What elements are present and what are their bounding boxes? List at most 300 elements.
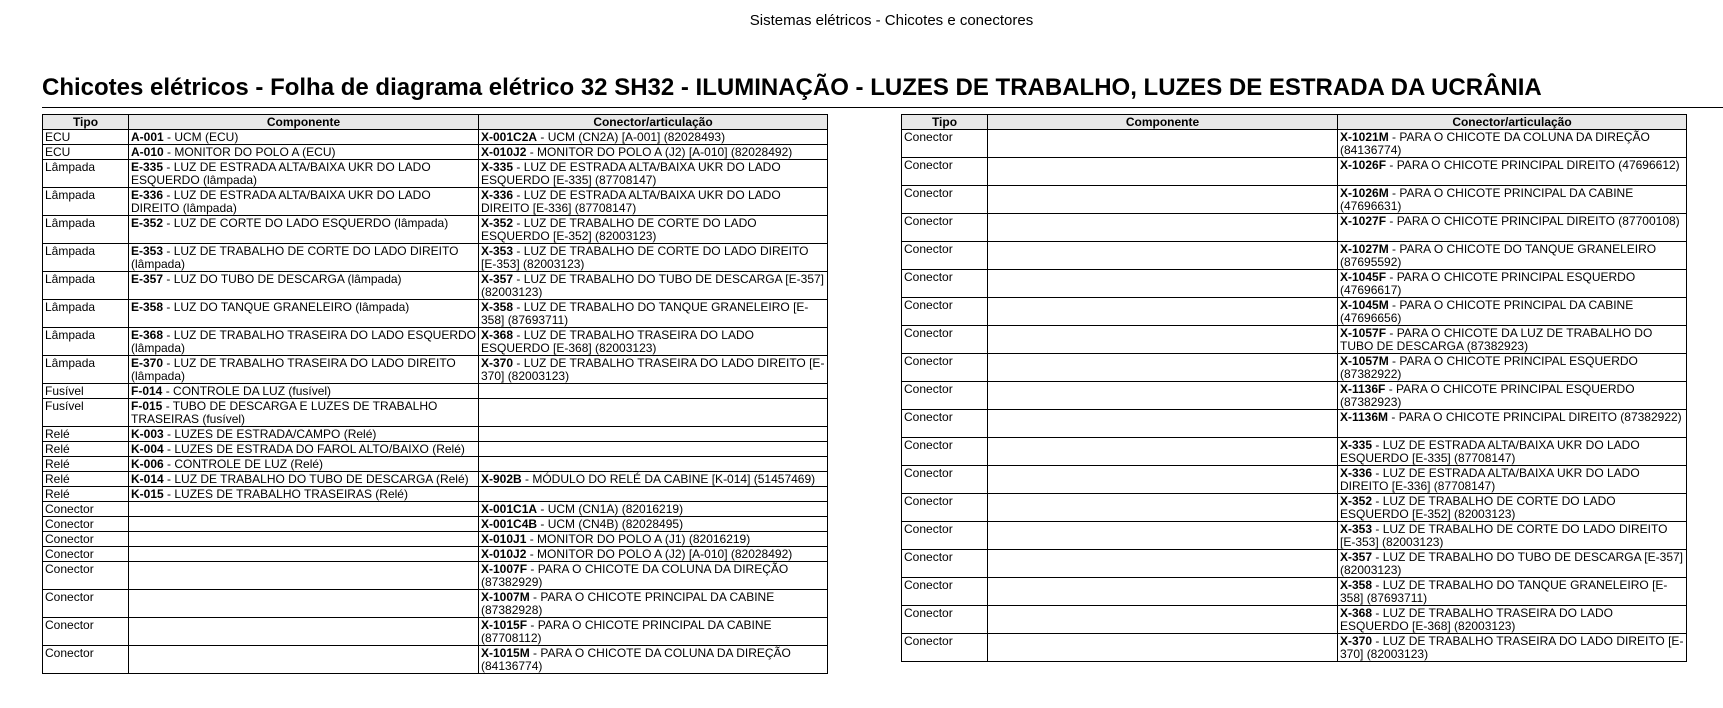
table-row	[902, 634, 1687, 662]
conector-cell-code: X-357	[481, 272, 514, 286]
table-row	[902, 186, 1687, 214]
tipo-cell: ECU	[43, 130, 129, 145]
componente-cell	[988, 578, 1338, 606]
conector-cell-code: X-1015F	[481, 618, 528, 632]
componente-cell	[129, 532, 479, 547]
componente-cell-code: E-353	[131, 244, 164, 258]
conector-cell-code: X-1026F	[1340, 158, 1387, 172]
conector-cell	[479, 442, 828, 457]
componente-cell	[129, 145, 479, 160]
conector-cell-text: - LUZ DE TRABALHO DO TUBO DE DESCARGA [E-357] (82003123)	[1340, 550, 1683, 577]
conector-cell-text: - LUZ DE TRABALHO DO TANQUE GRANELEIRO [E-358] (87693711)	[481, 300, 809, 327]
componente-cell-text: - MONITOR DO POLO A (ECU)	[163, 145, 336, 159]
componente-cell-code: F-014	[131, 384, 163, 398]
componente-cell	[988, 214, 1338, 242]
componente-cell	[129, 502, 479, 517]
tipo-cell: Conector	[902, 606, 988, 634]
tipo-cell: Lâmpada	[43, 272, 129, 300]
table-row	[43, 216, 828, 244]
title-divider	[42, 107, 1723, 108]
componente-cell	[988, 522, 1338, 550]
componente-cell	[988, 550, 1338, 578]
table-row	[43, 562, 828, 590]
conector-cell-text: - LUZ DE TRABALHO DO TANQUE GRANELEIRO [E-358] (87693711)	[1340, 578, 1668, 605]
table-row	[43, 547, 828, 562]
componente-cell-text: - LUZ DE CORTE DO LADO ESQUERDO (lâmpada)	[163, 216, 449, 230]
conector-cell-text: - LUZ DE TRABALHO DE CORTE DO LADO ESQUERDO [E-352] (82003123)	[1340, 494, 1616, 521]
tipo-cell: Conector	[902, 494, 988, 522]
conector-cell-code: X-370	[1340, 634, 1373, 648]
tipo-cell: Conector	[43, 646, 129, 674]
tipo-cell: Conector	[902, 270, 988, 298]
conector-cell	[1338, 270, 1687, 298]
table-row	[43, 160, 828, 188]
tipo-cell: Conector	[902, 522, 988, 550]
conector-cell	[479, 547, 828, 562]
conector-cell-code: X-1057F	[1340, 326, 1387, 340]
table-row	[902, 242, 1687, 270]
conector-cell-text: - PARA O CHICOTE PRINCIPAL DA CABINE (47696656)	[1340, 298, 1634, 325]
table-header-row	[43, 115, 828, 130]
conector-cell	[479, 562, 828, 590]
conector-cell-text: - LUZ DE TRABALHO DE CORTE DO LADO ESQUERDO [E-352] (82003123)	[481, 216, 757, 243]
componente-cell-text: - LUZ DO TANQUE GRANELEIRO (lâmpada)	[163, 300, 410, 314]
conector-cell-text: - LUZ DE TRABALHO TRASEIRA DO LADO DIREITO [E-370] (82003123)	[481, 356, 825, 383]
componente-cell	[988, 410, 1338, 438]
table-row	[43, 130, 828, 145]
table-row	[902, 466, 1687, 494]
componente-cell	[988, 466, 1338, 494]
conector-cell-text: - LUZ DE TRABALHO TRASEIRA DO LADO ESQUERDO [E-368] (82003123)	[1340, 606, 1613, 633]
conector-cell-code: X-1026M	[1340, 186, 1389, 200]
table-row	[902, 578, 1687, 606]
conector-cell	[479, 646, 828, 674]
componente-cell	[988, 382, 1338, 410]
conector-cell-code: X-001C4B	[481, 517, 538, 531]
conector-cell-text: - PARA O CHICOTE DA LUZ DE TRABALHO DO TUBO DE DESCARGA (87382923)	[1340, 326, 1653, 353]
componente-cell-code: E-357	[131, 272, 164, 286]
col-header-componente: Componente	[129, 115, 479, 130]
componente-cell	[129, 160, 479, 188]
conector-cell-text: - LUZ DE TRABALHO DO TUBO DE DESCARGA [E-357] (82003123)	[481, 272, 824, 299]
conector-cell	[479, 384, 828, 399]
conector-cell	[479, 356, 828, 384]
table-row	[43, 487, 828, 502]
componente-cell	[129, 244, 479, 272]
componente-cell-text: - UCM (ECU)	[163, 130, 239, 144]
componente-cell-code: E-335	[131, 160, 164, 174]
table-row	[902, 410, 1687, 438]
componente-cell-code: A-010	[131, 145, 164, 159]
componente-cell	[129, 300, 479, 328]
table-row	[43, 145, 828, 160]
tipo-cell: Relé	[43, 472, 129, 487]
conector-cell	[479, 130, 828, 145]
componente-cell	[129, 216, 479, 244]
table-row	[902, 214, 1687, 242]
conector-cell-text: - MONITOR DO POLO A (J2) [A-010] (82028492)	[526, 145, 793, 159]
componente-cell	[988, 606, 1338, 634]
tipo-cell: Lâmpada	[43, 356, 129, 384]
componente-cell	[129, 399, 479, 427]
tipo-cell: Conector	[902, 130, 988, 158]
componente-cell-text: - LUZES DE TRABALHO TRASEIRAS (Relé)	[163, 487, 408, 501]
conector-cell-code: X-335	[1340, 438, 1373, 452]
componente-cell	[129, 487, 479, 502]
conector-cell	[479, 502, 828, 517]
col-header-tipo: Tipo	[43, 115, 129, 130]
conector-cell-text: - PARA O CHICOTE DA COLUNA DA DIREÇÃO (87382929)	[481, 562, 789, 589]
componente-cell	[129, 646, 479, 674]
conector-cell-code: X-010J2	[481, 547, 527, 561]
tipo-cell: Conector	[902, 158, 988, 186]
table-body-left	[43, 130, 828, 674]
conector-cell	[479, 328, 828, 356]
conector-cell-code: X-357	[1340, 550, 1373, 564]
componente-cell-text: - LUZ DO TUBO DE DESCARGA (lâmpada)	[163, 272, 402, 286]
conector-cell	[1338, 550, 1687, 578]
conector-cell-text: - PARA O CHICOTE DO TANQUE GRANELEIRO (87695592)	[1340, 242, 1657, 269]
conector-cell-code: X-010J2	[481, 145, 527, 159]
col-header-tipo: Tipo	[902, 115, 988, 130]
componente-cell	[988, 494, 1338, 522]
table-row	[43, 188, 828, 216]
conector-cell-text: - LUZ DE ESTRADA ALTA/BAIXA UKR DO LADO ESQUERDO [E-335] (87708147)	[481, 160, 781, 187]
tipo-cell: Relé	[43, 442, 129, 457]
conector-cell-text: - PARA O CHICOTE PRINCIPAL DA CABINE (87708112)	[481, 618, 772, 645]
tipo-cell: Relé	[43, 457, 129, 472]
conector-cell	[1338, 578, 1687, 606]
componente-cell	[988, 326, 1338, 354]
tipo-cell: Lâmpada	[43, 244, 129, 272]
componente-cell	[129, 130, 479, 145]
componente-cell-text: - LUZ DE TRABALHO DE CORTE DO LADO DIREITO (lâmpada)	[131, 244, 459, 271]
conector-cell	[1338, 410, 1687, 438]
conector-cell-text: - PARA O CHICOTE PRINCIPAL DIREITO (87700108)	[1386, 214, 1680, 228]
componente-cell	[129, 356, 479, 384]
conector-cell-text: - MONITOR DO POLO A (J1) (82016219)	[526, 532, 751, 546]
componente-cell-code: E-336	[131, 188, 164, 202]
componente-cell	[129, 328, 479, 356]
table-row	[902, 550, 1687, 578]
conector-cell	[479, 532, 828, 547]
componente-cell-text: - LUZ DE TRABALHO DO TUBO DE DESCARGA (Relé)	[163, 472, 469, 486]
table-row	[43, 384, 828, 399]
componente-cell	[129, 590, 479, 618]
conector-cell-code: X-358	[1340, 578, 1373, 592]
table-row	[43, 399, 828, 427]
componente-cell-text: - TUBO DE DESCARGA E LUZES DE TRABALHO TRASEIRAS (fusível)	[131, 399, 438, 426]
conector-cell	[1338, 214, 1687, 242]
conector-cell	[479, 300, 828, 328]
table-row	[43, 442, 828, 457]
conector-cell	[479, 272, 828, 300]
componente-cell-code: K-003	[131, 427, 164, 441]
conector-cell-code: X-358	[481, 300, 514, 314]
table-row	[902, 130, 1687, 158]
conector-cell-text: - LUZ DE TRABALHO DE CORTE DO LADO DIREITO [E-353] (82003123)	[1340, 522, 1668, 549]
table-row	[43, 517, 828, 532]
componente-cell-code: K-015	[131, 487, 164, 501]
componente-cell	[129, 188, 479, 216]
componente-cell-code: K-004	[131, 442, 164, 456]
tipo-cell: Conector	[43, 517, 129, 532]
tipo-cell: Conector	[43, 618, 129, 646]
table-row	[902, 606, 1687, 634]
tipo-cell: Conector	[902, 382, 988, 410]
conector-cell-code: X-368	[1340, 606, 1373, 620]
table-row	[43, 457, 828, 472]
conector-cell-code: X-1136M	[1340, 410, 1389, 424]
col-header-componente: Componente	[988, 115, 1338, 130]
conector-cell-code: X-1021M	[1340, 130, 1389, 144]
conector-cell	[1338, 494, 1687, 522]
componente-cell	[988, 634, 1338, 662]
table-row	[902, 494, 1687, 522]
tipo-cell: Conector	[902, 578, 988, 606]
componente-cell	[129, 272, 479, 300]
componente-cell-code: F-015	[131, 399, 163, 413]
conector-cell-text: - UCM (CN2A) [A-001] (82028493)	[537, 130, 726, 144]
tipo-cell: Conector	[902, 410, 988, 438]
componente-cell-text: - LUZES DE ESTRADA DO FAROL ALTO/BAIXO (Relé)	[163, 442, 465, 456]
conector-cell	[479, 160, 828, 188]
conector-cell	[479, 457, 828, 472]
col-header-conector: Conector/articulação	[479, 115, 828, 130]
conector-cell	[479, 517, 828, 532]
componente-cell	[129, 517, 479, 532]
componente-cell-text: - LUZ DE TRABALHO TRASEIRA DO LADO ESQUERDO (lâmpada)	[131, 328, 476, 355]
conector-cell-text: - PARA O CHICOTE DA COLUNA DA DIREÇÃO (84136774)	[481, 646, 791, 673]
conector-cell-code: X-1027F	[1340, 214, 1387, 228]
componente-cell	[129, 547, 479, 562]
tipo-cell: Conector	[902, 326, 988, 354]
table-row	[902, 354, 1687, 382]
conector-cell	[479, 216, 828, 244]
conector-cell-code: X-1007F	[481, 562, 528, 576]
conector-cell-code: X-001C1A	[481, 502, 538, 516]
tipo-cell: Relé	[43, 487, 129, 502]
tipo-cell: Conector	[43, 502, 129, 517]
componente-cell-code: E-352	[131, 216, 164, 230]
tipo-cell: Conector	[43, 562, 129, 590]
componente-cell-code: E-358	[131, 300, 164, 314]
conector-cell-text: - LUZ DE ESTRADA ALTA/BAIXA UKR DO LADO DIREITO [E-336] (87708147)	[481, 188, 781, 215]
tipo-cell: Conector	[902, 186, 988, 214]
componente-cell	[129, 427, 479, 442]
conector-cell-text: - MONITOR DO POLO A (J2) [A-010] (82028492)	[526, 547, 793, 561]
conector-cell	[479, 590, 828, 618]
componente-cell-code: K-006	[131, 457, 164, 471]
conector-cell-code: X-1015M	[481, 646, 530, 660]
conector-cell	[1338, 130, 1687, 158]
tipo-cell: Lâmpada	[43, 328, 129, 356]
col-header-conector: Conector/articulação	[1338, 115, 1687, 130]
tipo-cell: ECU	[43, 145, 129, 160]
wiring-table-right	[901, 114, 1687, 662]
tipo-cell: Conector	[902, 214, 988, 242]
conector-cell-code: X-352	[481, 216, 514, 230]
page-title: Chicotes elétricos - Folha de diagrama elétrico 32 SH32 - ILUMINAÇÃO - LUZES DE TRABALHO, LUZES DE ESTRADA DA UCRÂNIA	[42, 74, 1542, 101]
conector-cell	[1338, 522, 1687, 550]
tipo-cell: Lâmpada	[43, 300, 129, 328]
componente-cell	[988, 186, 1338, 214]
conector-cell-text: - PARA O CHICOTE DA COLUNA DA DIREÇÃO (84136774)	[1340, 130, 1650, 157]
componente-cell-code: A-001	[131, 130, 164, 144]
tipo-cell: Conector	[902, 354, 988, 382]
conector-cell	[1338, 466, 1687, 494]
conector-cell-code: X-370	[481, 356, 514, 370]
table-header-row	[902, 115, 1687, 130]
table-row	[902, 326, 1687, 354]
componente-cell	[129, 457, 479, 472]
conector-cell-text: - PARA O CHICOTE PRINCIPAL DA CABINE (47696631)	[1340, 186, 1634, 213]
componente-cell-text: - LUZ DE ESTRADA ALTA/BAIXA UKR DO LADO ESQUERDO (lâmpada)	[131, 160, 431, 187]
conector-cell	[1338, 298, 1687, 326]
table-row	[902, 522, 1687, 550]
componente-cell-code: E-368	[131, 328, 164, 342]
componente-cell	[129, 442, 479, 457]
conector-cell-text: - UCM (CN4B) (82028495)	[537, 517, 684, 531]
conector-cell	[479, 487, 828, 502]
conector-cell	[479, 244, 828, 272]
table-row	[43, 427, 828, 442]
table-row	[902, 270, 1687, 298]
tipo-cell: Conector	[902, 242, 988, 270]
conector-cell-code: X-336	[481, 188, 514, 202]
componente-cell	[988, 242, 1338, 270]
table-row	[43, 300, 828, 328]
table-row	[902, 438, 1687, 466]
conector-cell	[1338, 382, 1687, 410]
componente-cell	[988, 130, 1338, 158]
conector-cell	[479, 472, 828, 487]
componente-cell	[129, 618, 479, 646]
componente-cell	[988, 158, 1338, 186]
componente-cell-text: - CONTROLE DE LUZ (Relé)	[163, 457, 324, 471]
componente-cell	[988, 270, 1338, 298]
tipo-cell: Conector	[43, 532, 129, 547]
tipo-cell: Lâmpada	[43, 188, 129, 216]
componente-cell-text: - LUZES DE ESTRADA/CAMPO (Relé)	[163, 427, 377, 441]
componente-cell	[988, 438, 1338, 466]
componente-cell-code: E-370	[131, 356, 164, 370]
conector-cell	[1338, 326, 1687, 354]
componente-cell-text: - LUZ DE ESTRADA ALTA/BAIXA UKR DO LADO DIREITO (lâmpada)	[131, 188, 431, 215]
conector-cell	[1338, 438, 1687, 466]
table-row	[902, 298, 1687, 326]
conector-cell-code: X-368	[481, 328, 514, 342]
tipo-cell: Conector	[43, 547, 129, 562]
conector-cell-text: - PARA O CHICOTE PRINCIPAL ESQUERDO (87382923)	[1340, 382, 1635, 409]
conector-cell	[1338, 634, 1687, 662]
conector-cell-code: X-336	[1340, 466, 1373, 480]
conector-cell-code: X-001C2A	[481, 130, 538, 144]
tipo-cell: Lâmpada	[43, 160, 129, 188]
conector-cell-text: - LUZ DE TRABALHO DE CORTE DO LADO DIREITO [E-353] (82003123)	[481, 244, 809, 271]
componente-cell	[129, 562, 479, 590]
conector-cell	[1338, 354, 1687, 382]
conector-cell	[479, 618, 828, 646]
tipo-cell: Conector	[902, 466, 988, 494]
table-row	[43, 356, 828, 384]
conector-cell	[1338, 242, 1687, 270]
conector-cell-code: X-010J1	[481, 532, 527, 546]
conector-cell	[479, 145, 828, 160]
conector-cell-code: X-1027M	[1340, 242, 1389, 256]
conector-cell-text: - LUZ DE TRABALHO TRASEIRA DO LADO ESQUERDO [E-368] (82003123)	[481, 328, 754, 355]
table-row	[43, 244, 828, 272]
table-row	[43, 618, 828, 646]
tipo-cell: Conector	[902, 634, 988, 662]
conector-cell-code: X-1057M	[1340, 354, 1389, 368]
tipo-cell: Conector	[902, 550, 988, 578]
conector-cell-text: - PARA O CHICOTE PRINCIPAL DIREITO (47696612)	[1386, 158, 1680, 172]
tipo-cell: Relé	[43, 427, 129, 442]
componente-cell-text: - CONTROLE DA LUZ (fusível)	[162, 384, 332, 398]
conector-cell-code: X-1045M	[1340, 298, 1389, 312]
tipo-cell: Conector	[902, 438, 988, 466]
table-row	[902, 382, 1687, 410]
conector-cell	[479, 427, 828, 442]
conector-cell-text: - MÓDULO DO RELÉ DA CABINE [K-014] (51457469)	[521, 472, 816, 486]
wiring-table-left	[42, 114, 828, 674]
componente-cell	[129, 384, 479, 399]
conector-cell-text: - PARA O CHICOTE PRINCIPAL ESQUERDO (87382922)	[1340, 354, 1638, 381]
componente-cell-code: K-014	[131, 472, 164, 486]
tipo-cell: Lâmpada	[43, 216, 129, 244]
tipo-cell: Fusível	[43, 384, 129, 399]
conector-cell-text: - LUZ DE TRABALHO TRASEIRA DO LADO DIREITO [E-370] (82003123)	[1340, 634, 1684, 661]
conector-cell-code: X-1136F	[1340, 382, 1386, 396]
componente-cell	[129, 472, 479, 487]
table-row	[43, 502, 828, 517]
conector-cell	[1338, 158, 1687, 186]
conector-cell	[479, 188, 828, 216]
conector-cell	[1338, 606, 1687, 634]
table-row	[43, 532, 828, 547]
conector-cell-code: X-902B	[481, 472, 522, 486]
conector-cell-text: - PARA O CHICOTE PRINCIPAL DIREITO (87382922)	[1388, 410, 1682, 424]
conector-cell-code: X-353	[1340, 522, 1373, 536]
table-row	[43, 272, 828, 300]
conector-cell-text: - LUZ DE ESTRADA ALTA/BAIXA UKR DO LADO DIREITO [E-336] (87708147)	[1340, 466, 1640, 493]
conector-cell	[479, 399, 828, 427]
conector-cell-text: - LUZ DE ESTRADA ALTA/BAIXA UKR DO LADO ESQUERDO [E-335] (87708147)	[1340, 438, 1640, 465]
table-row	[43, 472, 828, 487]
conector-cell-code: X-353	[481, 244, 514, 258]
conector-cell-text: - PARA O CHICOTE PRINCIPAL ESQUERDO (47696617)	[1340, 270, 1636, 297]
conector-cell-text: - PARA O CHICOTE PRINCIPAL DA CABINE (87382928)	[481, 590, 775, 617]
conector-cell-code: X-352	[1340, 494, 1373, 508]
conector-cell-code: X-335	[481, 160, 514, 174]
componente-cell	[988, 298, 1338, 326]
tipo-cell: Conector	[902, 298, 988, 326]
tipo-cell: Conector	[43, 590, 129, 618]
conector-cell-code: X-1045F	[1340, 270, 1387, 284]
conector-cell-text: - UCM (CN1A) (82016219)	[537, 502, 684, 516]
page-header: Sistemas elétricos - Chicotes e conectores	[749, 12, 1034, 29]
componente-cell-text: - LUZ DE TRABALHO TRASEIRA DO LADO DIREITO (lâmpada)	[131, 356, 456, 383]
table-row	[43, 646, 828, 674]
conector-cell	[1338, 186, 1687, 214]
table-row	[43, 328, 828, 356]
table-body-right	[902, 130, 1687, 662]
conector-cell-code: X-1007M	[481, 590, 530, 604]
tipo-cell: Fusível	[43, 399, 129, 427]
table-row	[43, 590, 828, 618]
table-row	[902, 158, 1687, 186]
